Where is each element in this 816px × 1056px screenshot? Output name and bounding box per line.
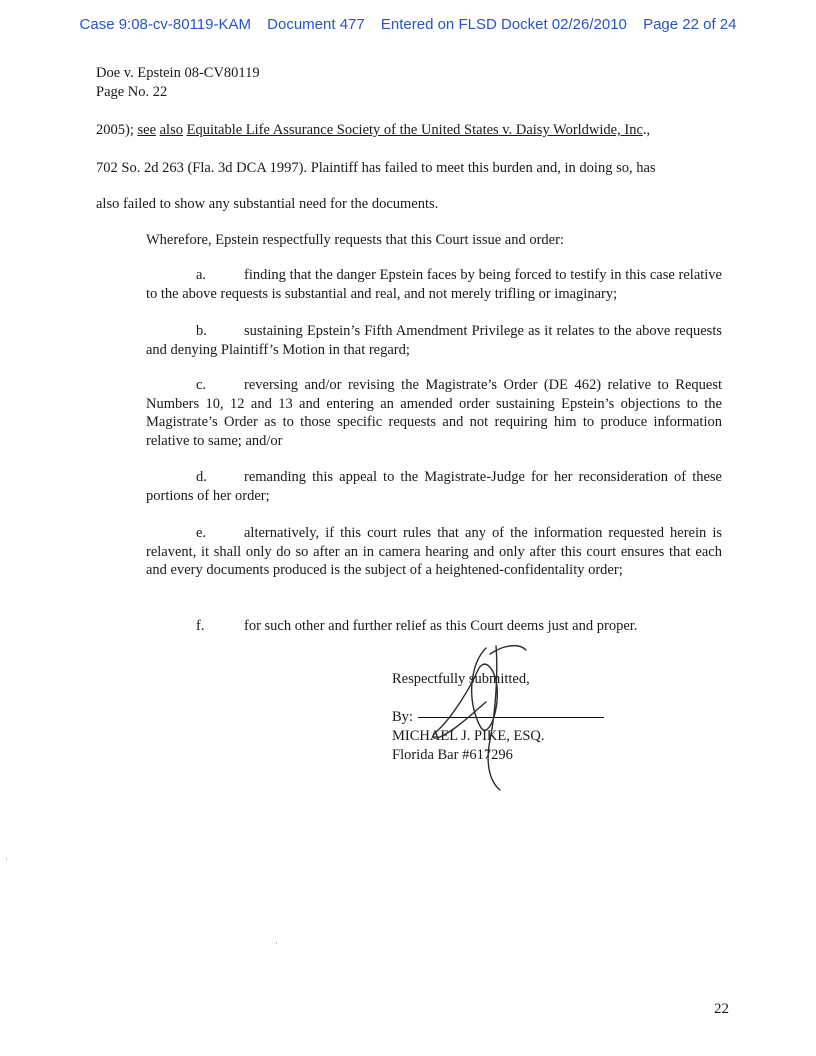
case-caption [96,64,260,102]
request-text: alternatively, if this court rules that any of the information requested herein is relavent, it shall only do so after an in camera hearing and only after this court ensures that each and every documents produced is the subject of a heightened-confidentality order; [146,525,722,578]
request-text: finding that the danger Epstein faces by being forced to testify in this case relative to the above requests is substantial and real, and not merely trifling or imaginary; [146,267,722,302]
signal-also: also [159,122,183,138]
request-text: reversing and/or revising the Magistrate’s Order (DE 462) relative to Request Numbers 10, 12 and 13 and entering an amended order sustaining Epstein’s objections to the Magistrate’s Order as to those specific requests and not requiring him to produce information relative to same; and/or [146,377,722,449]
caption-page: Page No. 22 [96,84,168,100]
docket-header [0,16,816,33]
request-text: for such other and further relief as this Court deems just and proper. [244,618,638,634]
bar-number: Florida Bar #617296 [392,747,513,763]
docket-entry: Entered on FLSD Docket 02/26/2010 [380,16,627,33]
document-number: Document 477 [267,16,365,33]
scan-speck [6,858,7,860]
body-line-1: 2005); see also Equitable Life Assurance Society of the United States v. Daisy Worldwide, Inc., [96,122,651,138]
request-letter: e. [196,525,207,541]
request-item-d [146,468,722,505]
request-item-a [146,266,722,303]
by-label: By: [392,709,413,725]
request-letter: a. [196,267,207,283]
request-text: sustaining Epstein’s Fifth Amendment Privilege as it relates to the above requests and denying Plaintiff’s Motion in that regard; [146,323,722,358]
case-number: Case 9:08-cv-80119-KAM [79,16,251,33]
request-item-b [146,322,722,359]
body-line-2: 702 So. 2d 263 (Fla. 3d DCA 1997). Plaintiff has failed to meet this burden and, in doing so, has [96,160,656,176]
body-line-3: also failed to show any substantial need for the documents. [96,196,439,212]
request-item-f [146,617,722,636]
handwritten-signature [430,640,540,800]
request-text: remanding this appeal to the Magistrate-Judge for her reconsideration of these portions of her order; [146,469,722,504]
case-citation: Equitable Life Assurance Society of the United States v. Daisy Worldwide, Inc [186,122,643,138]
request-letter: c. [196,377,207,393]
page-of-total: Page 22 of 24 [643,16,737,33]
attorney-name: MICHAEL J. PIKE, ESQ. [392,728,545,744]
scan-speck [276,942,277,944]
page-number: 22 [714,1001,729,1017]
closing: Respectfully submitted, [392,671,530,687]
request-letter: b. [196,323,207,339]
request-item-e [146,524,722,580]
wherefore-clause: Wherefore, Epstein respectfully requests that this Court issue and order: [146,232,564,248]
request-item-c [146,376,722,450]
request-letter: d. [196,469,207,485]
signal-see: see [137,122,156,138]
request-letter: f. [196,618,205,634]
caption-title: Doe v. Epstein 08-CV80119 [96,65,260,81]
